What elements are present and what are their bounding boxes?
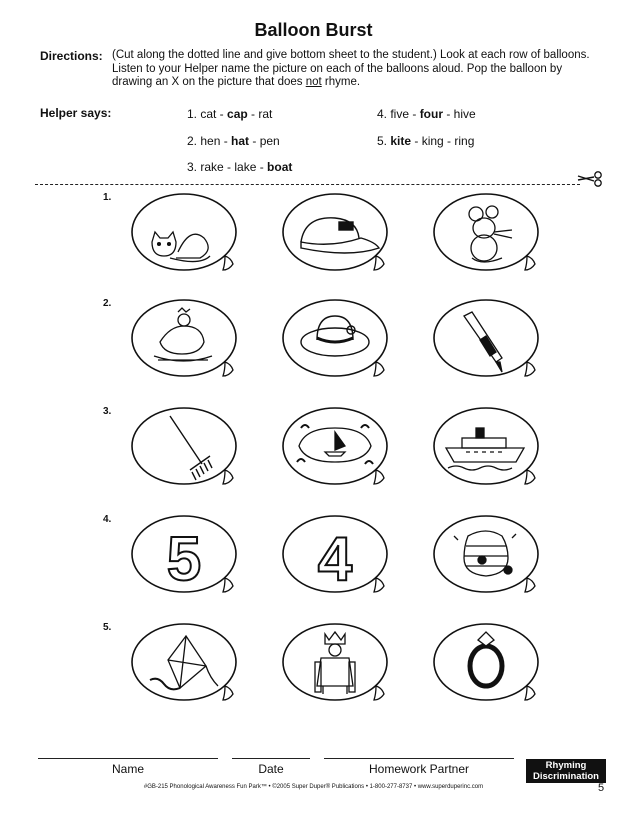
balloon[interactable] [281, 192, 393, 276]
helper-item-1: 1. cat - cap - rat [187, 107, 273, 121]
name-line [38, 758, 218, 759]
row-number-4: 4. [103, 514, 112, 525]
page-title: Balloon Burst [254, 20, 373, 40]
balloon[interactable] [281, 622, 393, 706]
balloon[interactable] [281, 514, 393, 598]
badge-line-2: Discrimination [533, 771, 599, 782]
row-number-1: 1. [103, 192, 112, 203]
number-four-icon: 4 [317, 525, 353, 594]
helper-item-3: 3. rake - lake - boat [187, 160, 293, 174]
balloon[interactable] [432, 406, 544, 490]
credit-line: #GB-215 Phonological Awareness Fun Park™ • ©2005 Super Duper® Publications • 1-800-277-8737 • www.superduperinc.com [143, 784, 484, 790]
balloon[interactable] [130, 298, 242, 382]
balloon[interactable] [432, 622, 544, 706]
page-number: 5 [598, 782, 605, 794]
balloon[interactable] [281, 406, 393, 490]
cut-line [35, 184, 580, 185]
row-number-5: 5. [103, 622, 112, 633]
partner-label: Homework Partner [368, 762, 470, 776]
rhyming-badge [526, 759, 606, 783]
row-number-2: 2. [103, 298, 112, 309]
directions-emphasis: not [305, 76, 322, 88]
directions-text [112, 49, 602, 90]
row-number-3: 3. [103, 406, 112, 417]
balloon[interactable] [432, 298, 544, 382]
directions-part2: rhyme. [321, 76, 361, 88]
name-label: Name [111, 762, 144, 776]
helper-item-5: 5. kite - king - ring [377, 134, 475, 148]
directions-part1: (Cut along the dotted line and give bottom sheet to the student.) Look at each row of balloons. Listen to your Helper name the picture on each of the balloons aloud. Pop the balloon by drawing an X on the picture that does [112, 49, 590, 88]
balloon[interactable] [281, 298, 393, 382]
balloon[interactable] [130, 514, 242, 598]
number-five-icon: 5 [166, 525, 202, 594]
helper-item-2: 2. hen - hat - pen [187, 134, 280, 148]
partner-line [324, 758, 514, 759]
badge-line-1: Rhyming [545, 760, 587, 771]
scissors-icon [576, 170, 606, 188]
balloon[interactable] [432, 514, 544, 598]
directions-label: Directions: [40, 49, 103, 63]
helper-label: Helper says: [40, 106, 112, 120]
helper-item-4: 4. five - four - hive [377, 107, 476, 121]
date-label: Date [258, 762, 284, 776]
balloon[interactable] [130, 406, 242, 490]
balloon[interactable] [130, 192, 242, 276]
balloon[interactable] [432, 192, 544, 276]
date-line [232, 758, 310, 759]
balloon[interactable] [130, 622, 242, 706]
